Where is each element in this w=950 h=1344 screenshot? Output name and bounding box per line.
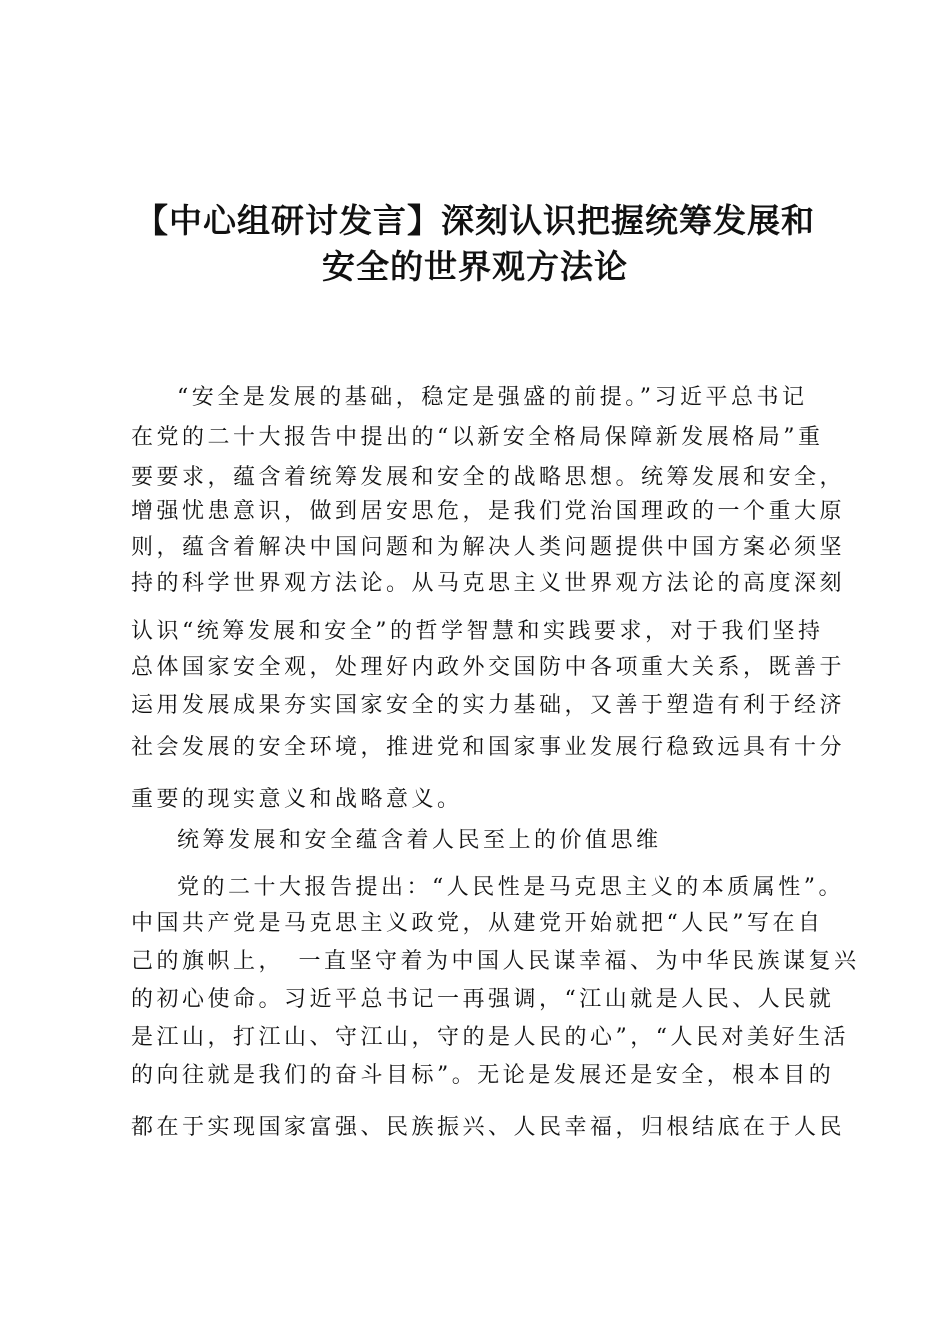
paragraph-1-line: 认识“统筹发展和安全”的哲学智慧和实践要求，对于我们坚持 <box>131 619 824 644</box>
document-title-line-1: 【中心组研讨发言】深刻认识把握统筹发展和 <box>135 201 815 240</box>
paragraph-1-line: 持的科学世界观方法论。从马克思主义世界观方法论的高度深刻 <box>131 571 846 596</box>
document-title-line-2: 安全的世界观方法论 <box>322 247 628 286</box>
paragraph-2-line: 中国共产党是马克思主义政党，从建党开始就把“人民”写在自 <box>131 911 824 936</box>
paragraph-1-line: 增强忧患意识，做到居安思危，是我们党治国理政的一个重大原 <box>131 499 846 524</box>
paragraph-1-line: 社会发展的安全环境，推进党和国家事业发展行稳致远具有十分 <box>131 735 846 760</box>
paragraph-2-line: 的初心使命。习近平总书记一再强调，“江山就是人民、人民就 <box>131 987 835 1012</box>
paragraph-1-line: 要要求，蕴含着统筹发展和安全的战略思想。统筹发展和安全， <box>131 465 846 490</box>
paragraph-2-line: 是江山，打江山、守江山，守的是人民的心”，“人民对美好生活 <box>131 1025 849 1050</box>
paragraph-2-line: 都在于实现国家富强、民族振兴、人民幸福，归根结底在于人民 <box>131 1115 846 1140</box>
paragraph-1-line: 在党的二十大报告中提出的“以新安全格局保障新发展格局”重 <box>131 425 824 450</box>
paragraph-1-line: 则，蕴含着解决中国问题和为解决人类问题提供中国方案必须坚 <box>131 535 846 560</box>
paragraph-2-line: 的向往就是我们的奋斗目标”。无论是发展还是安全，根本目的 <box>131 1063 835 1088</box>
paragraph-1-line: “安全是发展的基础，稳定是强盛的前提。”习近平总书记 <box>177 385 808 410</box>
paragraph-1-line: 运用发展成果夯实国家安全的实力基础，又善于塑造有利于经济 <box>131 693 846 718</box>
paragraph-1-line: 总体国家安全观，处理好内政外交国防中各项重大关系，既善于 <box>131 655 846 680</box>
section-heading: 统筹发展和安全蕴含着人民至上的价值思维 <box>177 828 662 853</box>
paragraph-1-line: 重要的现实意义和战略意义。 <box>131 787 463 812</box>
paragraph-2-line: 党的二十大报告提出：“人民性是马克思主义的本质属性”。 <box>177 875 844 900</box>
paragraph-2-line: 己的旗帜上， 一直坚守着为中国人民谋幸福、为中华民族谋复兴 <box>131 949 860 974</box>
